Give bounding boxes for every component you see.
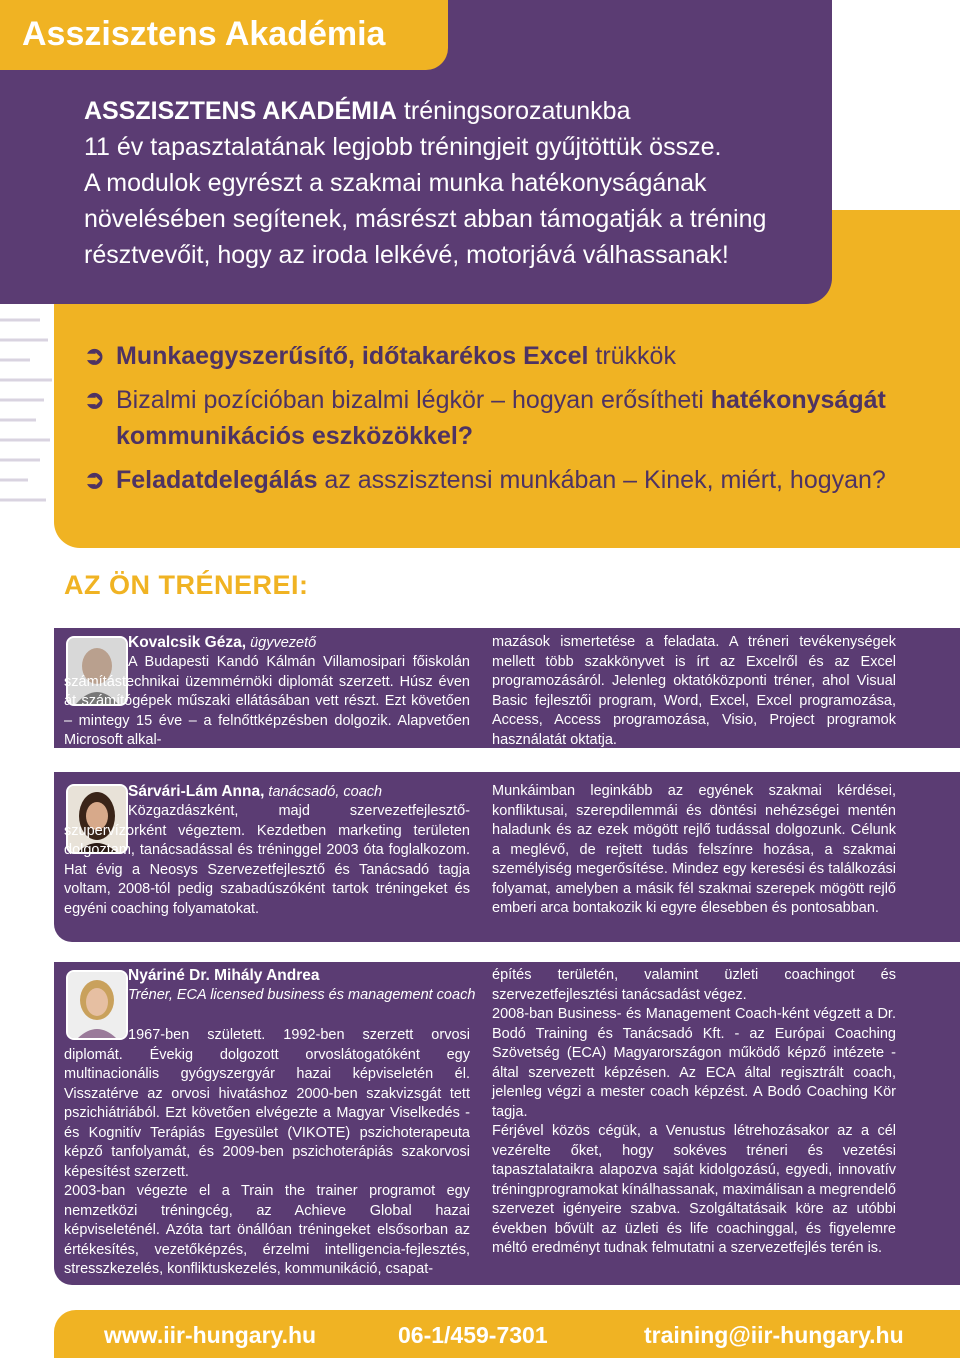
trainer-bio-right: Munkáimban leginkább az egyének szakmai kérdései, konfliktusai, szerepdilemmái és döntési nehézségei mentén haladunk és az ezek mögött rejlő tudással dolgozunk. Célunk a meglévő, de rejtett tudás felszínre hozása, a szakmai személyiség megerősítése. Mindez egy keresési és találkozási folyamat, amelyben a másik fél szakmai szerepek mögött rejlő emberi arca bontakozik ki egyre élesebben és pontosabban.	[492, 783, 896, 916]
website-link[interactable]: www.iir-hungary.hu	[104, 1322, 317, 1348]
trainer-bio-left: A Budapesti Kandó Kálmán Villamosipari főiskolán számítástechnikai üzemmérnöki diplomát szerzett. Húsz éven át számítógépek műszaki ellátásában vett részt. Ezt követően – mintegy 15 éve – a felnőttképzésben dolgozik. Alapvetően Microsoft alkal-	[64, 654, 470, 748]
trainer-role: tanácsadó, coach	[264, 784, 383, 800]
trainers-heading: AZ ÖN TRÉNEREI:	[54, 560, 330, 612]
trainer-name: Sárvári-Lám Anna,	[128, 783, 265, 800]
email-link[interactable]: training@iir-hungary.hu	[644, 1322, 904, 1348]
topics-list	[84, 338, 944, 506]
arrow-icon: ➲	[84, 342, 105, 370]
topic-item: ➲ Munkaegyszerűsítő, időtakarékos Excel trükkök	[84, 338, 944, 374]
page-title: Asszisztens Akadémia	[22, 15, 386, 53]
title-tab	[0, 0, 448, 70]
trainer-bio-right: építés területén, valamint üzleti coachingot és szervezetfejlesztési tanácsadást végez.	[492, 967, 896, 1003]
topic-item: ➲ Feladatdelegálás az asszisztensi munkában – Kinek, miért, hogyan?	[84, 462, 944, 498]
trainer-bio-left: 1967-ben született. 1992-ben szerzett orvosi diplomát. Évekig dolgozott orvoslátogatóként egy multinacionális gyógyszergyár hazai képviseletén él. Visszatérve az orvosi hivatáshoz 2000-ben szakvizsgát tett pszichiátriából. Ezt követően elvégezte a Magyar Viselkedés - és Kognitív Terápiás Egyesület (VIKOTE) pszichoterapeuta képző tanfolyamát, és 2009-ben pszichoterápiás szakorvosi képesítést szerzett.	[64, 1027, 470, 1180]
trainer-role: Tréner, ECA licensed business és management coach	[128, 986, 476, 1003]
trainer-bio-left: Közgazdászként, majd szervezetfejlesztő-szupervízorként végeztem. Kezdetben marketing területen dolgoztam, tanácsadással és tréninggel 2003 óta foglalkozom. Hat évig a Neosys Szervezetfejlesztő és Tanácsadó tagja voltam, 2008-tól pedig szabadúszóként tartok tréningeket és egyéni coaching folyamatokat.	[64, 803, 470, 917]
trainer-bio-right-2: 2008-ban Business- és Management Coach-ként végzett a Dr. Bodó Training és Tanácsadó Kft. - az Európai Coaching Szövetség (ECA) Magyarországon működő képző intézete - által szervezett képzésen. Az ECA által regisztrált coach, jelenleg végzi a mester coach képzést. A Bodó Coaching Kör tagja.	[492, 1006, 896, 1120]
trainer-bio-left-2: 2003-ban végezte el a Train the trainer programot egy nemzetközi tréningcég, az Achieve Global hazai képviseleténél. Azóta tart önállóan tréningeket elsősorban az értékesítés, vezetőképzés, érzelmi intelligencia-fejlesztés, stresszkezelés, konfliktuskezelés, kommunikáció, csapat-	[64, 1183, 470, 1277]
intro-line-2: 11 év tapasztalatának legjobb tréningjeit gyűjtöttük össze.	[84, 133, 722, 161]
contact-footer	[54, 1310, 960, 1358]
intro-line-5: résztvevőit, hogy az iroda lelkévé, motorjává válhassanak!	[84, 241, 729, 269]
trainer-name: Kovalcsik Géza,	[128, 634, 247, 651]
trainer-role: ügyvezető	[246, 635, 317, 651]
intro-line-3: A modulok egyrészt a szakmai munka hatékonyságának	[84, 169, 707, 197]
trainer-card-kovalcsik	[54, 628, 960, 748]
arrow-icon: ➲	[84, 386, 105, 414]
trainer-bio-right-3: Férjével közös cégük, a Venustus létrehozásakor az a cél vezérelte őket, hogy sokéves tréneri és vezetési tapasztalataikra alapozva saját kidolgozású, egyedi, innovatív tréningprogramokat kínálhassanak, maximálisan a megrendelő szervezet igényeire szabva. Szolgáltatásaik köre az utóbbi években bővült az üzleti és life coachinggal, és figyelemre méltó eredményt tudnak felmutatni a szervezetfejlés terén is.	[492, 1123, 896, 1256]
topic-item: ➲ Bizalmi pozícióban bizalmi légkör – hogyan erősítheti hatékonyságát kommunikációs eszközökkel?	[84, 382, 944, 454]
trainer-name: Nyáriné Dr. Mihály Andrea	[128, 967, 320, 984]
intro-line-4: növelésében segítenek, másrészt abban támogatják a tréning	[84, 205, 767, 233]
intro-text	[84, 93, 824, 273]
arrow-icon: ➲	[84, 466, 105, 494]
trainer-card-nyarine	[54, 962, 960, 1285]
trainer-card-sarvari	[54, 772, 960, 942]
intro-bold: ASSZISZTENS AKADÉMIA	[84, 97, 397, 125]
intro-line-1: ASSZISZTENS AKADÉMIA tréningsorozatunkba	[84, 97, 631, 125]
trainer-bio-right: mazások ismertetése a feladata. A tréneri tevékenységek mellett több szakkönyvet is írt az Excelről és az Excel programozásáról. Jelenleg oktatóközponti tréner, ahol Visual Basic fejlesztői program, Word, Excel, Excel programozása, Access, Access programozása, Visio, Project programok használatát oktatja.	[492, 634, 896, 748]
phone-number[interactable]: 06-1/459-7301	[398, 1322, 548, 1348]
